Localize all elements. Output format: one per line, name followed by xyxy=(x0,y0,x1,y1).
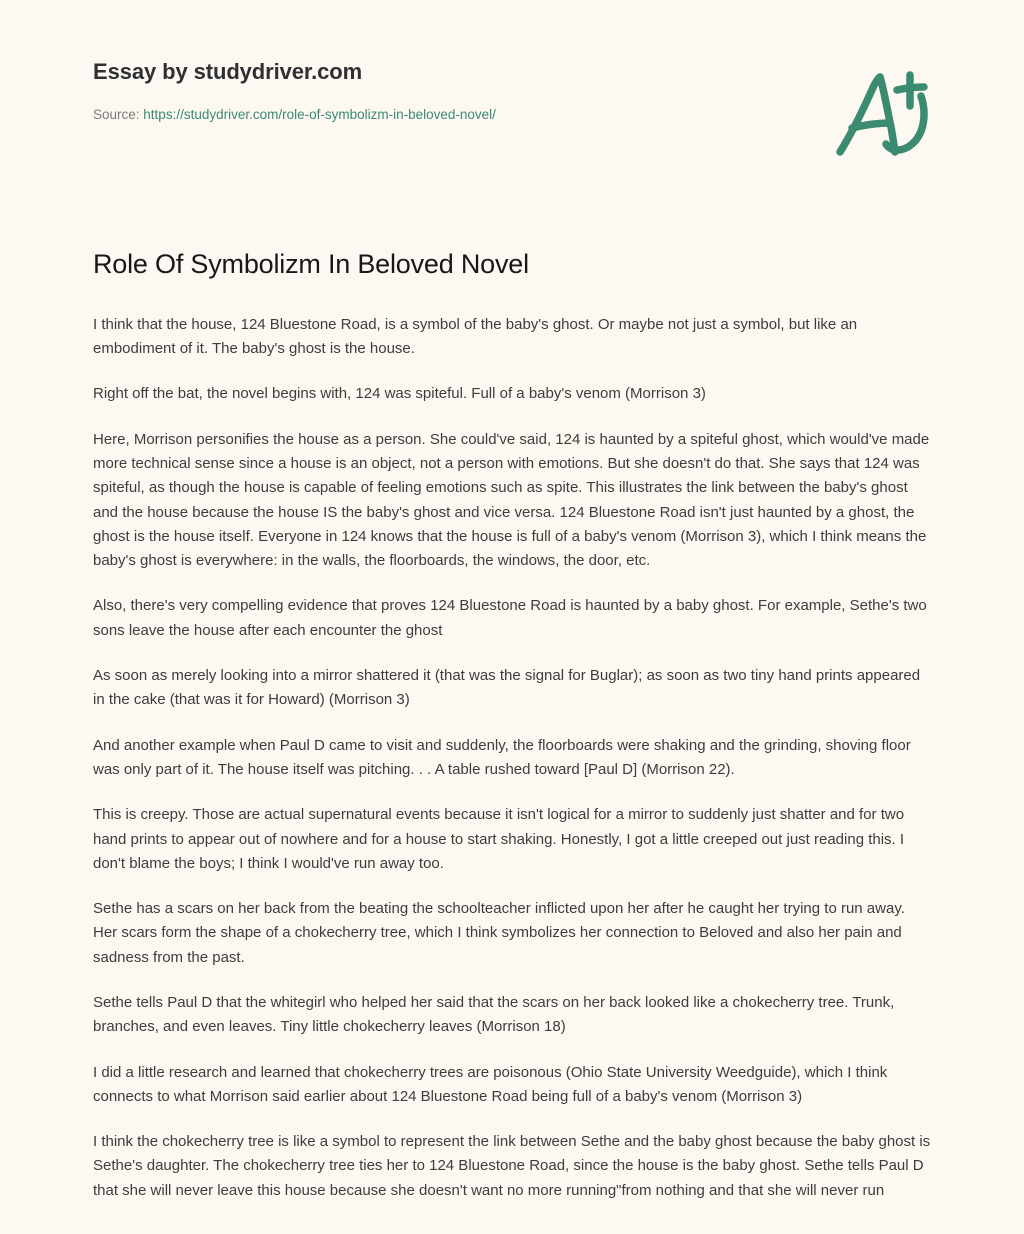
paragraph: Right off the bat, the novel begins with, 124 was spiteful. Full of a baby's venom (Morrison 3) xyxy=(93,385,706,403)
paragraph: I think that the house, 124 Bluestone Road, is a symbol of the baby's ghost. Or maybe not just a symbol, but like an embodiment of it. The baby's ghost is the house. xyxy=(93,315,858,358)
source-label: Source: xyxy=(93,106,140,122)
paragraph: Sethe has a scars on her back from the beating the schoolteacher inflicted upon her after he caught her trying to run away. Her scars form the shape of a chokecherry tree, which I think symbolizes her connection to Beloved and also her pain and sadness from the past. xyxy=(93,900,905,966)
article xyxy=(0,248,1024,1203)
byline: Essay by studydriver.com xyxy=(93,59,363,84)
source-url-link[interactable]: https://studydriver.com/role-of-symbolizm-in-beloved-novel/ xyxy=(143,106,496,122)
article-body xyxy=(93,313,932,1203)
paragraph: Also, there's very compelling evidence that proves 124 Bluestone Road is haunted by a baby ghost. For example, Sethe's two sons leave the house after each encounter the ghost xyxy=(93,597,927,639)
paragraph: I think the chokecherry tree is like a symbol to represent the link between Sethe and the baby ghost because the baby ghost is Sethe's daughter. The chokecherry tree ties her to 124 Bluestone Road, since the house is the baby ghost. Sethe tells Paul D that she will never leave this house because she doesn't want no more running"from nothing and that she will never run xyxy=(93,1133,931,1199)
page-header xyxy=(0,0,1024,160)
paragraph: This is creepy. Those are actual supernatural events because it isn't logical for a mirror to suddenly just shatter and for two hand prints to appear out of nowhere and for a house to start shaking. Honestly, I got a little creeped out just reading this. I don't blame the boys; I think I would've run away too. xyxy=(93,806,905,872)
paragraph: As soon as merely looking into a mirror shattered it (that was the signal for Buglar); as soon as two tiny hand prints appeared in the cake (that was it for Howard) (Morrison 3) xyxy=(93,667,921,709)
paragraph: Here, Morrison personifies the house as a person. She could've said, 124 is haunted by a spiteful ghost, which would've made more technical sense since a house is an object, not a person with emotions. But she doesn't do that. She says that 124 was spiteful, as though the house is capable of feeling emotions such as spite. This illustrates the link between the baby's ghost and the house because the house IS the baby's ghost and vice versa. 124 Bluestone Road isn't just haunted by a ghost, the ghost is the house itself. Everyone in 124 knows that the house is full of a baby's venom (Morrison 3), which I think means the baby's ghost is everywhere: in the walls, the floorboards, the windows, the door, etc. xyxy=(93,430,930,570)
paragraph: And another example when Paul D came to visit and suddenly, the floorboards were shaking and the grinding, shoving floor was only part of it. The house itself was pitching. . . A table rushed toward [Paul D] (Morrison 22). xyxy=(93,736,911,778)
source-line xyxy=(93,106,932,124)
paragraph: Sethe tells Paul D that the whitegirl who helped her said that the scars on her back looked like a chokecherry tree. Trunk, branches, and even leaves. Tiny little chokecherry leaves (Morrison 18) xyxy=(93,993,895,1036)
page-title: Role Of Symbolizm In Beloved Novel xyxy=(93,249,529,279)
paragraph: I did a little research and learned that chokecherry trees are poisonous (Ohio State University Weedguide), which I think connects to what Morrison said earlier about 124 Bluestone Road being full of a baby's venom (Morrison 3) xyxy=(93,1063,888,1105)
a-plus-logo-icon[interactable] xyxy=(824,66,934,166)
